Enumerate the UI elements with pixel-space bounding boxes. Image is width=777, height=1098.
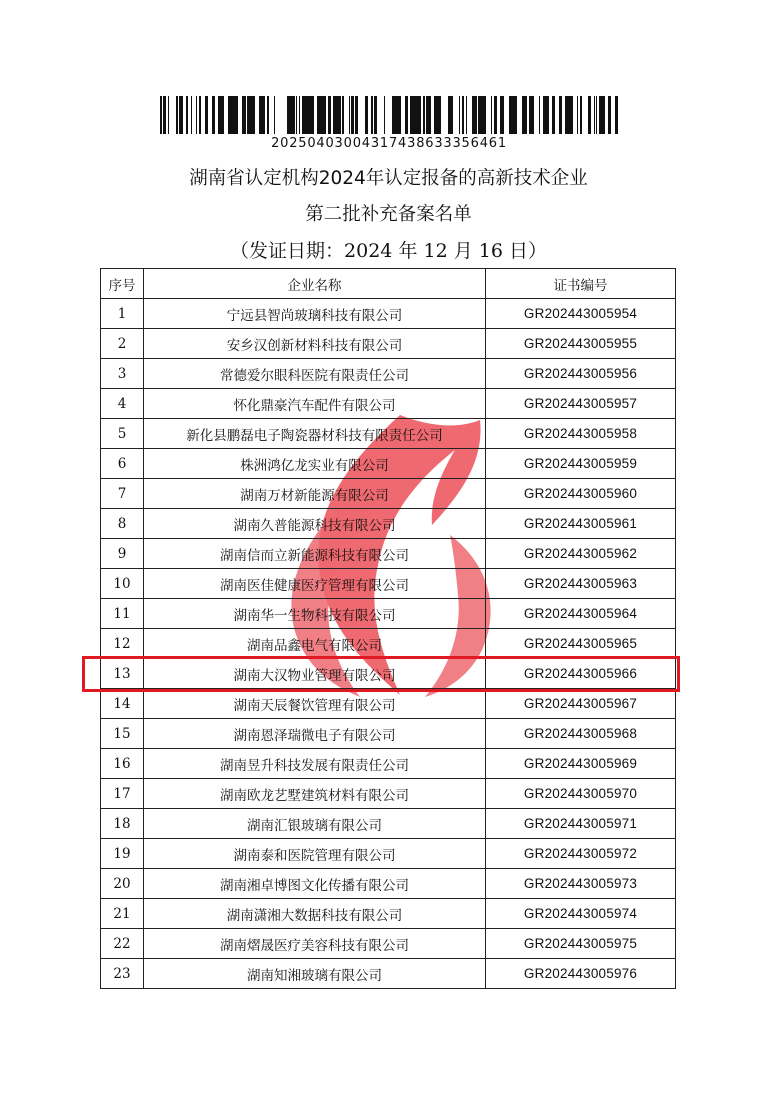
table-row	[101, 689, 676, 719]
barcode-bar	[267, 96, 269, 134]
row-number: 14	[101, 689, 144, 719]
certificate-number: GR202443005956	[486, 359, 676, 389]
barcode-bar	[262, 96, 264, 134]
company-name: 宁远县智尚玻璃科技有限公司	[144, 299, 486, 329]
barcode-bar	[439, 96, 441, 134]
table-row	[101, 749, 676, 779]
row-number: 1	[101, 299, 144, 329]
table-row	[101, 299, 676, 329]
barcode-bar	[218, 96, 220, 134]
barcode-bar	[466, 96, 467, 134]
row-number: 11	[101, 599, 144, 629]
barcode-bar	[450, 96, 453, 134]
barcode-bar	[405, 96, 406, 134]
row-number: 15	[101, 719, 144, 749]
table-row	[101, 569, 676, 599]
barcode-bar	[532, 96, 533, 134]
table-row	[101, 599, 676, 629]
barcode-bar	[500, 96, 502, 134]
barcode-bar	[552, 96, 555, 134]
certificate-number: GR202443005958	[486, 419, 676, 449]
barcode-bar	[406, 96, 408, 134]
table-row	[101, 329, 676, 359]
barcode-number: 20250403004317438633356461	[271, 136, 507, 151]
barcode-bar	[543, 96, 544, 134]
barcode-bar	[182, 96, 183, 134]
certificate-number: GR202443005968	[486, 719, 676, 749]
barcode-bar	[572, 96, 573, 134]
barcode-bar	[568, 96, 570, 134]
certificate-number: GR202443005967	[486, 689, 676, 719]
barcode-bar	[259, 96, 262, 134]
barcode-bar	[351, 96, 354, 134]
barcode-bar	[235, 96, 238, 134]
table-row	[101, 899, 676, 929]
barcode-bar	[222, 96, 224, 134]
barcode-bar	[252, 96, 254, 134]
barcode-bar	[588, 96, 591, 134]
barcode-bar	[228, 96, 229, 134]
barcode-bar	[249, 96, 250, 134]
table-row	[101, 389, 676, 419]
certificate-number: GR202443005963	[486, 569, 676, 599]
barcode-bar	[481, 96, 484, 134]
barcode-bar	[196, 96, 197, 134]
barcode-bar	[229, 96, 232, 134]
barcode-bar	[509, 96, 510, 134]
row-number: 5	[101, 419, 144, 449]
company-name: 安乡汉创新材料科技有限公司	[144, 329, 486, 359]
barcode-bar	[512, 96, 515, 134]
table-row	[101, 479, 676, 509]
header-no: 序号	[101, 269, 144, 299]
document-subtitle: 第二批补充备案名单	[305, 204, 472, 225]
barcode-bar	[307, 96, 309, 134]
barcode-bar	[580, 96, 581, 134]
company-name: 湖南汇银玻璃有限公司	[144, 809, 486, 839]
barcode-bar	[205, 96, 208, 134]
row-number: 6	[101, 449, 144, 479]
certificate-number: GR202443005970	[486, 779, 676, 809]
barcode-bar	[396, 96, 399, 134]
barcode-bar	[410, 96, 413, 134]
row-number: 18	[101, 809, 144, 839]
barcode-bar	[287, 96, 288, 134]
barcode-bar	[342, 96, 344, 134]
table-row	[101, 809, 676, 839]
barcode-bar	[384, 96, 385, 134]
barcode-bar	[274, 96, 275, 134]
barcode	[160, 96, 618, 152]
barcode-bar	[484, 96, 486, 134]
company-name: 湖南品鑫电气有限公司	[144, 629, 486, 659]
table-row	[101, 419, 676, 449]
row-number: 10	[101, 569, 144, 599]
barcode-bar	[522, 96, 524, 134]
barcode-bar	[374, 96, 375, 134]
company-name: 湖南万材新能源有限公司	[144, 479, 486, 509]
table-row	[101, 929, 676, 959]
row-number: 9	[101, 539, 144, 569]
barcode-bar	[434, 96, 436, 134]
certificate-number: GR202443005973	[486, 869, 676, 899]
barcode-bar	[608, 96, 611, 134]
company-name: 湖南医佳健康医疗管理有限公司	[144, 569, 486, 599]
barcode-bar	[581, 96, 582, 134]
certificate-number: GR202443005961	[486, 509, 676, 539]
certificate-number: GR202443005959	[486, 449, 676, 479]
row-number: 7	[101, 479, 144, 509]
barcode-bar	[529, 96, 532, 134]
barcode-bar	[418, 96, 421, 134]
row-number: 13	[101, 659, 144, 689]
company-name: 常德爱尔眼科医院有限责任公司	[144, 359, 486, 389]
table-row	[101, 449, 676, 479]
row-number: 3	[101, 359, 144, 389]
barcode-bar	[617, 96, 618, 134]
row-number: 12	[101, 629, 144, 659]
barcode-bar	[288, 96, 290, 134]
barcode-bar	[429, 96, 431, 134]
company-name: 湖南欧龙艺墅建筑材料有限公司	[144, 779, 486, 809]
barcode-bar	[302, 96, 304, 134]
certificate-number: GR202443005960	[486, 479, 676, 509]
barcode-bar	[392, 96, 395, 134]
table-row	[101, 839, 676, 869]
barcode-bar	[349, 96, 350, 134]
barcode-bar	[333, 96, 336, 134]
barcode-bar	[336, 96, 338, 134]
table-row	[101, 719, 676, 749]
barcode-bar	[232, 96, 235, 134]
barcode-bar	[309, 96, 312, 134]
barcode-bar	[245, 96, 246, 134]
barcode-bar	[371, 96, 373, 134]
header-company-name: 企业名称	[144, 269, 486, 299]
barcode-bar	[417, 96, 418, 134]
barcode-bar	[199, 96, 200, 134]
barcode-bars	[160, 96, 618, 134]
company-name: 湖南昱升科技发展有限责任公司	[144, 749, 486, 779]
table-row	[101, 509, 676, 539]
barcode-bar	[319, 96, 322, 134]
barcode-bar	[491, 96, 492, 134]
row-number: 19	[101, 839, 144, 869]
barcode-bar	[163, 96, 165, 134]
company-name: 湖南天辰餐饮管理有限公司	[144, 689, 486, 719]
table-header-row	[101, 269, 676, 299]
enterprise-list-table	[100, 268, 676, 989]
barcode-bar	[299, 96, 300, 134]
barcode-bar	[544, 96, 546, 134]
barcode-bar	[365, 96, 368, 134]
barcode-bar	[179, 96, 182, 134]
barcode-bar	[306, 96, 307, 134]
row-number: 23	[101, 959, 144, 989]
barcode-bar	[324, 96, 326, 134]
table-row	[101, 869, 676, 899]
barcode-bar	[565, 96, 567, 134]
barcode-bar	[559, 96, 562, 134]
company-name: 湖南华一生物科技有限公司	[144, 599, 486, 629]
barcode-bar	[524, 96, 526, 134]
barcode-bar	[338, 96, 341, 134]
barcode-bar	[322, 96, 324, 134]
issue-date: （发证日期：2024 年 12 月 16 日）	[230, 240, 547, 262]
barcode-bar	[220, 96, 222, 134]
certificate-number: GR202443005964	[486, 599, 676, 629]
certificate-number: GR202443005969	[486, 749, 676, 779]
barcode-bar	[160, 96, 162, 134]
barcode-bar	[436, 96, 439, 134]
barcode-bar	[459, 96, 460, 134]
highlight-box-row-13	[82, 656, 680, 692]
company-name: 湖南湘卓博图文化传播有限公司	[144, 869, 486, 899]
certificate-number: GR202443005955	[486, 329, 676, 359]
barcode-bar	[577, 96, 578, 134]
barcode-bar	[242, 96, 245, 134]
barcode-bar	[356, 96, 357, 134]
barcode-bar	[191, 96, 192, 134]
barcode-bar	[413, 96, 416, 134]
barcode-bar	[615, 96, 617, 134]
company-name: 怀化鼎豪汽车配件有限公司	[144, 389, 486, 419]
company-name: 湖南久普能源科技有限公司	[144, 509, 486, 539]
barcode-bar	[567, 96, 568, 134]
barcode-bar	[510, 96, 512, 134]
barcode-bar	[515, 96, 517, 134]
barcode-bar	[448, 96, 450, 134]
certificate-number: GR202443005965	[486, 629, 676, 659]
barcode-bar	[296, 96, 297, 134]
company-name: 湖南熠晟医疗美容科技有限公司	[144, 929, 486, 959]
barcode-bar	[474, 96, 477, 134]
barcode-bar	[375, 96, 377, 134]
barcode-bar	[546, 96, 547, 134]
row-number: 17	[101, 779, 144, 809]
barcode-bar	[599, 96, 600, 134]
company-name: 新化县鹏磊电子陶瓷器材科技有限责任公司	[144, 419, 486, 449]
certificate-number: GR202443005971	[486, 809, 676, 839]
company-name: 湖南知湘玻璃有限公司	[144, 959, 486, 989]
barcode-bar	[357, 96, 358, 134]
barcode-bar	[478, 96, 481, 134]
row-number: 4	[101, 389, 144, 419]
certificate-number: GR202443005974	[486, 899, 676, 929]
barcode-bar	[601, 96, 602, 134]
company-name: 株洲鸿亿龙实业有限公司	[144, 449, 486, 479]
table-row	[101, 539, 676, 569]
barcode-bar	[165, 96, 166, 134]
barcode-bar	[596, 96, 597, 134]
barcode-bar	[502, 96, 504, 134]
document-title: 湖南省认定机构2024年认定报备的高新技术企业	[189, 168, 588, 189]
company-name: 湖南泰和医院管理有限公司	[144, 839, 486, 869]
barcode-bar	[570, 96, 572, 134]
barcode-bar	[426, 96, 429, 134]
barcode-bar	[355, 96, 356, 134]
row-number: 20	[101, 869, 144, 899]
barcode-bar	[602, 96, 605, 134]
barcode-bar	[212, 96, 215, 134]
table-row	[101, 359, 676, 389]
barcode-bar	[254, 96, 255, 134]
barcode-bar	[290, 96, 292, 134]
company-name: 湖南大汉物业管理有限公司	[144, 659, 486, 689]
certificate-number: GR202443005975	[486, 929, 676, 959]
barcode-bar	[200, 96, 201, 134]
company-name: 湖南信而立新能源科技有限公司	[144, 539, 486, 569]
barcode-bar	[247, 96, 249, 134]
row-number: 16	[101, 749, 144, 779]
barcode-bar	[416, 96, 417, 134]
barcode-bar	[317, 96, 319, 134]
barcode-bar	[250, 96, 252, 134]
barcode-bar	[186, 96, 188, 134]
company-name: 湖南潇湘大数据科技有限公司	[144, 899, 486, 929]
table-row	[101, 779, 676, 809]
barcode-bar	[533, 96, 534, 134]
barcode-bar	[399, 96, 401, 134]
certificate-number: GR202443005962	[486, 539, 676, 569]
certificate-number: GR202443005972	[486, 839, 676, 869]
barcode-bar	[328, 96, 331, 134]
barcode-bar	[292, 96, 295, 134]
barcode-bar	[168, 96, 169, 134]
row-number: 2	[101, 329, 144, 359]
certificate-number: GR202443005966	[486, 659, 676, 689]
barcode-bar	[494, 96, 497, 134]
table-row	[101, 629, 676, 659]
barcode-bar	[594, 96, 595, 134]
barcode-bar	[462, 96, 464, 134]
barcode-bar	[312, 96, 314, 134]
barcode-bar	[423, 96, 425, 134]
row-number: 22	[101, 929, 144, 959]
certificate-number: GR202443005957	[486, 389, 676, 419]
company-name: 湖南恩泽瑞微电子有限公司	[144, 719, 486, 749]
row-number: 8	[101, 509, 144, 539]
row-number: 21	[101, 899, 144, 929]
barcode-bar	[304, 96, 306, 134]
certificate-number: GR202443005954	[486, 299, 676, 329]
barcode-bar	[395, 96, 396, 134]
barcode-bar	[472, 96, 474, 134]
barcode-bar	[600, 96, 601, 134]
certificate-number: GR202443005976	[486, 959, 676, 989]
table-row	[101, 959, 676, 989]
barcode-bar	[539, 96, 540, 134]
barcode-bar	[264, 96, 265, 134]
barcode-bar	[176, 96, 178, 134]
barcode-bar	[547, 96, 549, 134]
header-certificate-no: 证书编号	[486, 269, 676, 299]
barcode-bar	[526, 96, 527, 134]
